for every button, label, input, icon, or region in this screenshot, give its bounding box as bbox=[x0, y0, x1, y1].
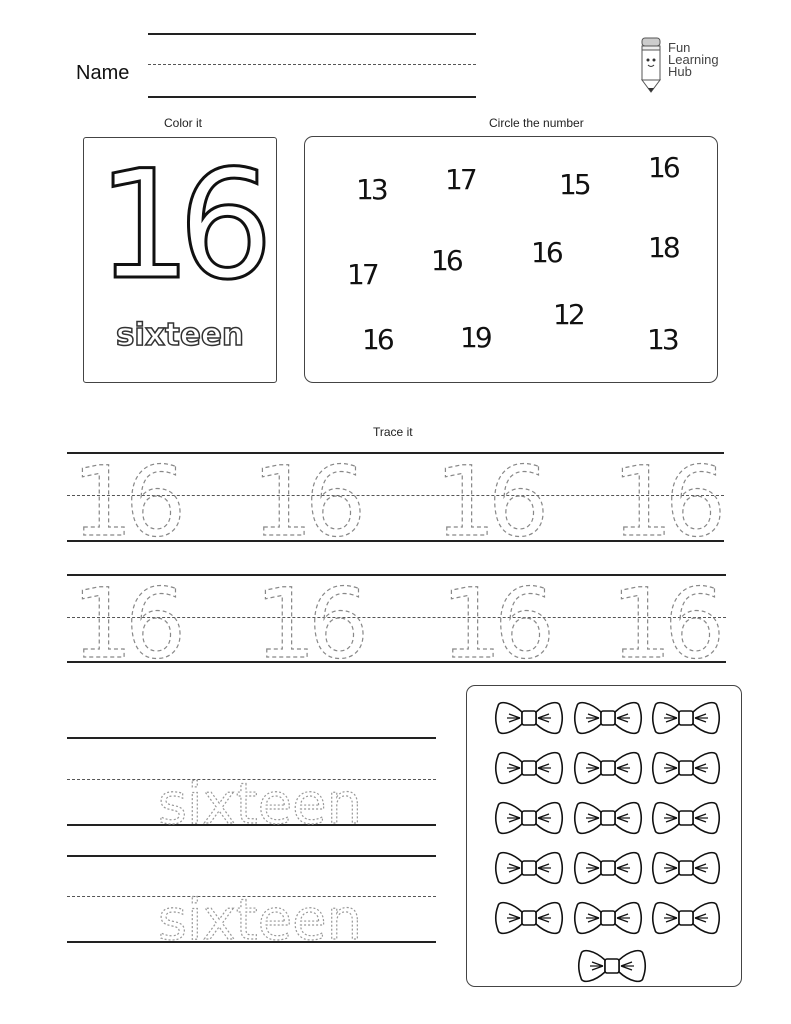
circle-number[interactable]: 16 bbox=[362, 323, 392, 356]
logo-line-2: Learning bbox=[668, 52, 719, 67]
bow-icon[interactable] bbox=[653, 853, 720, 884]
logo bbox=[638, 36, 733, 94]
word-row-top bbox=[67, 855, 436, 857]
circle-number[interactable]: 13 bbox=[647, 323, 677, 356]
word-row-top bbox=[67, 737, 436, 739]
bow-icon[interactable] bbox=[496, 753, 563, 784]
color-it-box bbox=[83, 137, 277, 383]
count-box bbox=[466, 685, 742, 987]
bow-icon[interactable] bbox=[653, 903, 720, 934]
bow-icon[interactable] bbox=[653, 753, 720, 784]
bow-icon[interactable] bbox=[653, 803, 720, 834]
bow-icon[interactable] bbox=[579, 951, 646, 982]
name-write-line[interactable] bbox=[148, 96, 476, 98]
bow-icon[interactable] bbox=[496, 703, 563, 734]
circle-number[interactable]: 17 bbox=[445, 163, 475, 196]
pencil-icon bbox=[638, 36, 666, 94]
trace-numeral: 16 bbox=[434, 452, 542, 542]
circle-number[interactable]: 15 bbox=[559, 168, 589, 201]
bow-icon[interactable] bbox=[575, 703, 642, 734]
circle-box bbox=[304, 136, 718, 383]
name-label: Name bbox=[76, 62, 130, 84]
trace-numeral: 16 bbox=[71, 452, 179, 542]
color-it-label: Color it bbox=[164, 116, 203, 130]
trace-word-row-2[interactable] bbox=[67, 873, 437, 943]
circle-number[interactable]: 16 bbox=[431, 244, 461, 277]
trace-numeral: 16 bbox=[611, 452, 719, 542]
circle-number[interactable]: 18 bbox=[648, 231, 678, 264]
circle-number[interactable]: 16 bbox=[648, 151, 678, 184]
trace-numerals-row-1[interactable] bbox=[0, 452, 791, 542]
circle-number[interactable]: 13 bbox=[356, 173, 386, 206]
trace-numeral: 16 bbox=[251, 452, 359, 542]
logo-line-3: Hub bbox=[668, 64, 692, 79]
circle-number[interactable]: 19 bbox=[460, 321, 490, 354]
name-line-top bbox=[148, 33, 476, 35]
trace-numerals-row-2[interactable] bbox=[0, 574, 791, 664]
circle-number[interactable]: 16 bbox=[531, 236, 561, 269]
trace-word: sixteen bbox=[157, 888, 363, 943]
trace-numeral: 16 bbox=[71, 574, 179, 664]
trace-label: Trace it bbox=[373, 425, 413, 439]
circle-label: Circle the number bbox=[489, 116, 584, 130]
outline-number[interactable]: 16 bbox=[96, 139, 260, 313]
bow-icon[interactable] bbox=[496, 853, 563, 884]
trace-numeral: 16 bbox=[254, 574, 362, 664]
bow-icon[interactable] bbox=[575, 753, 642, 784]
name-line-mid bbox=[148, 64, 476, 65]
trace-numeral: 16 bbox=[440, 574, 548, 664]
bow-icon[interactable] bbox=[575, 903, 642, 934]
outline-word[interactable]: sixteen bbox=[115, 317, 245, 353]
circle-number[interactable]: 12 bbox=[553, 298, 583, 331]
bow-icon[interactable] bbox=[575, 853, 642, 884]
trace-word: sixteen bbox=[157, 772, 363, 827]
bow-icon[interactable] bbox=[575, 803, 642, 834]
trace-word-row-1[interactable] bbox=[67, 757, 437, 827]
bow-icon[interactable] bbox=[653, 703, 720, 734]
circle-number[interactable]: 17 bbox=[347, 258, 377, 291]
logo-line-1: Fun bbox=[668, 40, 691, 55]
trace-numeral: 16 bbox=[610, 574, 718, 664]
bow-icon[interactable] bbox=[496, 803, 563, 834]
bow-icon[interactable] bbox=[496, 903, 563, 934]
